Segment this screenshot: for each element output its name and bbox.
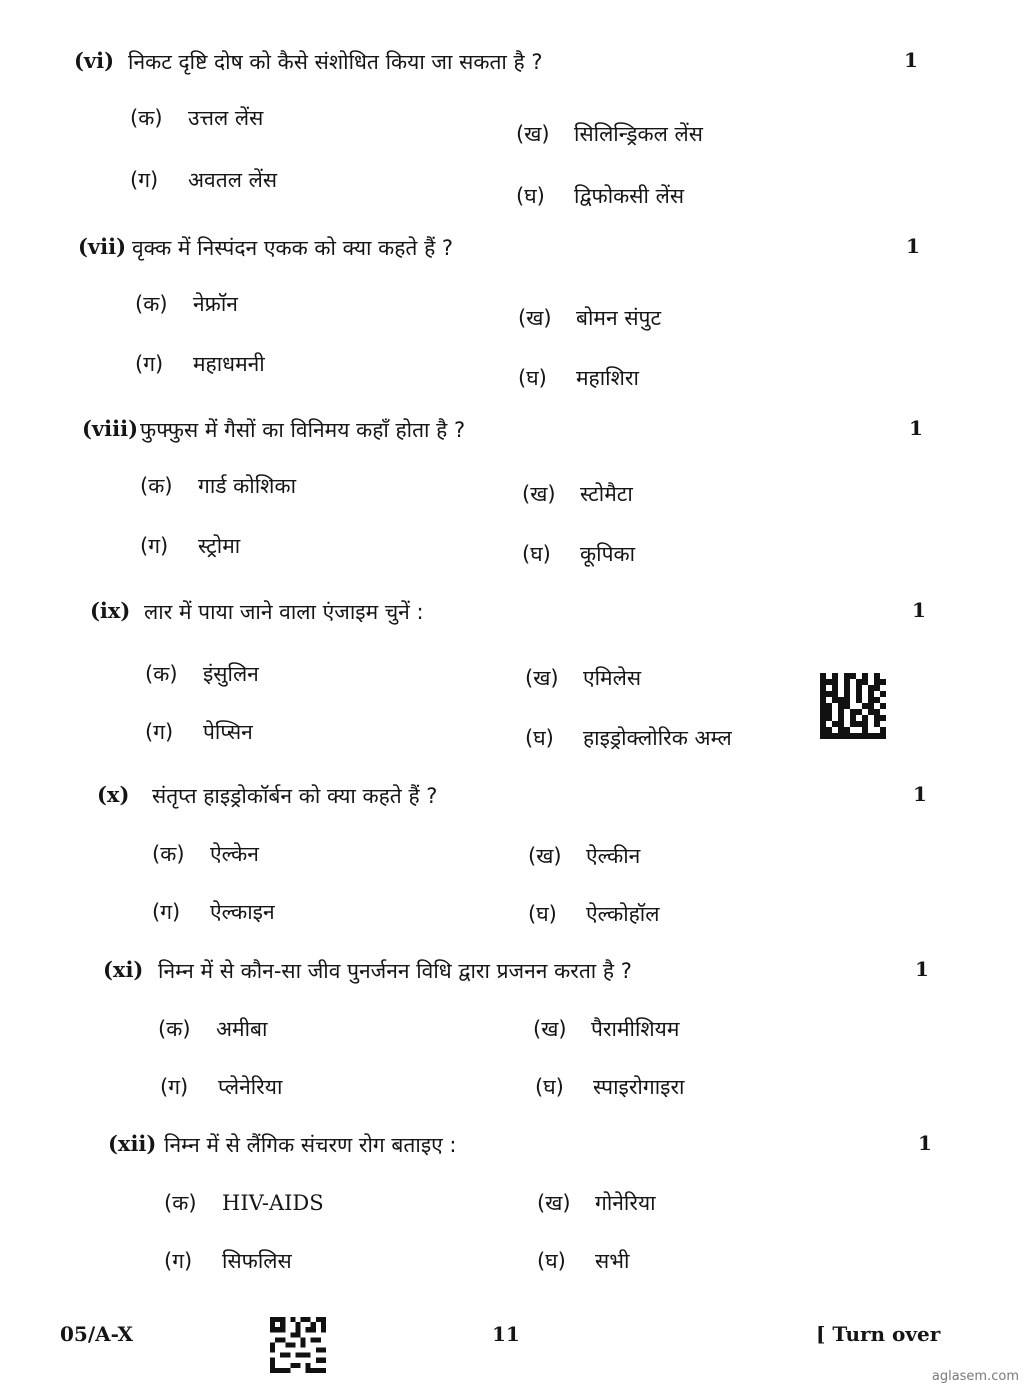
option-text: प्लेनेरिया — [218, 1075, 283, 1099]
option-text: हाइड्रोक्लोरिक अम्ल — [583, 726, 732, 750]
option-label: (क) — [158, 1017, 191, 1041]
option-label: (घ) — [525, 726, 554, 750]
option-kha — [528, 842, 640, 870]
option-text: ऐल्केन — [210, 842, 259, 866]
option-gha — [516, 182, 684, 210]
option-label: (ग) — [145, 720, 174, 744]
question-text: निम्न में से लैंगिक संचरण रोग बताइए : — [164, 1133, 457, 1157]
option-gha — [525, 724, 732, 752]
option-text: द्विफोकसी लेंस — [574, 184, 685, 208]
option-kha — [537, 1189, 656, 1217]
qr-code-right — [820, 672, 886, 740]
option-text: गोनेरिया — [595, 1191, 656, 1215]
option-text: अवतल लेंस — [188, 168, 278, 192]
option-text: पेप्सिन — [203, 720, 253, 744]
option-gha — [535, 1073, 684, 1101]
option-text: ऐल्काइन — [210, 900, 275, 924]
option-kha — [522, 480, 633, 508]
option-label: (ख) — [522, 482, 556, 506]
question-number: (viii) — [82, 416, 139, 441]
question-text: संतृप्त हाइड्रोकॉर्बन को क्या कहते हैं ? — [152, 784, 438, 808]
option-label: (ग) — [152, 900, 181, 924]
question-marks: 1 — [904, 48, 918, 72]
paper-code: 05/A-X — [60, 1322, 134, 1346]
question-number: (vi) — [74, 48, 115, 73]
question-text: निम्न में से कौन-सा जीव पुनर्जनन विधि द्वारा प्रजनन करता है ? — [158, 959, 632, 983]
question-text: वृक्क में निस्पंदन एकक को क्या कहते हैं ? — [132, 236, 454, 260]
option-label: (ख) — [537, 1191, 571, 1215]
option-gha — [528, 900, 659, 928]
option-label: (ख) — [516, 122, 550, 146]
option-label: (घ) — [537, 1249, 566, 1273]
option-gha — [537, 1247, 629, 1275]
option-text: नेफ्रॉन — [193, 292, 238, 316]
option-label: (क) — [152, 842, 185, 866]
option-ga — [164, 1247, 292, 1275]
option-gha — [518, 364, 639, 392]
question-marks: 1 — [918, 1131, 932, 1155]
question-number: (xi) — [103, 957, 144, 982]
option-label: (घ) — [516, 184, 545, 208]
option-ga — [140, 532, 240, 560]
option-label: (क) — [140, 474, 173, 498]
question-text: लार में पाया जाने वाला एंजाइम चुनें : — [144, 600, 424, 624]
question-number: (x) — [97, 782, 130, 807]
page-number: 11 — [492, 1322, 520, 1346]
option-kha — [533, 1015, 679, 1043]
option-label: (क) — [164, 1191, 197, 1215]
question-marks: 1 — [906, 234, 920, 258]
option-label: (ग) — [160, 1075, 189, 1099]
question-marks: 1 — [909, 416, 923, 440]
question-number: (xii) — [108, 1131, 157, 1156]
option-text: बोमन संपुट — [576, 306, 662, 330]
option-text: उत्तल लेंस — [188, 106, 264, 130]
option-text: कूपिका — [580, 542, 636, 566]
option-text: स्ट्रोमा — [198, 534, 241, 558]
option-text: ऐल्कोहॉल — [586, 902, 660, 926]
option-label: (ग) — [164, 1249, 193, 1273]
question-number: (vii) — [78, 234, 127, 259]
option-ka — [130, 104, 263, 132]
option-text: ऐल्कीन — [586, 844, 641, 868]
option-ka — [140, 472, 296, 500]
option-text: HIV-AIDS — [222, 1191, 324, 1215]
qr-code-graphic — [820, 672, 886, 740]
option-text: अमीबा — [216, 1017, 268, 1041]
option-text: पैरामीशियम — [591, 1017, 680, 1041]
question-marks: 1 — [915, 957, 929, 981]
option-text: स्पाइरोगाइरा — [593, 1075, 685, 1099]
option-text: स्टोमैटा — [580, 482, 633, 506]
question-text: फुफ्फुस में गैसों का विनिमय कहाँ होता है ? — [140, 418, 466, 442]
option-ka — [135, 290, 238, 318]
option-label: (क) — [145, 662, 178, 686]
option-text: सिफलिस — [222, 1249, 292, 1273]
option-label: (घ) — [518, 366, 547, 390]
option-label: (घ) — [522, 542, 551, 566]
question-text: निकट दृष्टि दोष को कैसे संशोधित किया जा सकता है ? — [128, 50, 543, 74]
question-number: (ix) — [90, 598, 131, 623]
option-ga — [135, 350, 265, 378]
option-gha — [522, 540, 635, 568]
option-text: सिलिन्ड्रिकल लेंस — [574, 122, 703, 146]
option-ka — [152, 840, 259, 868]
option-ka — [145, 660, 259, 688]
question-marks: 1 — [912, 598, 926, 622]
option-label: (ख) — [525, 666, 559, 690]
option-kha — [525, 664, 641, 692]
option-text: महाशिरा — [576, 366, 639, 390]
option-text: गार्ड कोशिका — [198, 474, 297, 498]
option-label: (ग) — [130, 168, 159, 192]
option-ga — [145, 718, 253, 746]
option-label: (ग) — [135, 352, 164, 376]
option-text: एमिलेस — [583, 666, 642, 690]
qr-code-graphic — [270, 1316, 326, 1374]
option-kha — [518, 304, 661, 332]
option-label: (घ) — [535, 1075, 564, 1099]
option-label: (क) — [135, 292, 168, 316]
option-label: (ख) — [518, 306, 552, 330]
option-ka — [158, 1015, 267, 1043]
watermark: aglasem.com — [931, 1369, 1019, 1384]
option-ga — [160, 1073, 282, 1101]
option-kha — [516, 120, 703, 148]
option-ga — [152, 898, 275, 926]
option-ga — [130, 166, 277, 194]
qr-code-footer — [270, 1316, 326, 1374]
option-label: (ग) — [140, 534, 169, 558]
option-label: (घ) — [528, 902, 557, 926]
option-label: (क) — [130, 106, 163, 130]
option-text: इंसुलिन — [203, 662, 259, 686]
option-text: सभी — [595, 1249, 630, 1273]
option-ka — [164, 1189, 324, 1217]
option-label: (ख) — [533, 1017, 567, 1041]
option-label: (ख) — [528, 844, 562, 868]
turn-over-label: [ Turn over — [816, 1322, 941, 1346]
question-marks: 1 — [913, 782, 927, 806]
option-text: महाधमनी — [193, 352, 265, 376]
